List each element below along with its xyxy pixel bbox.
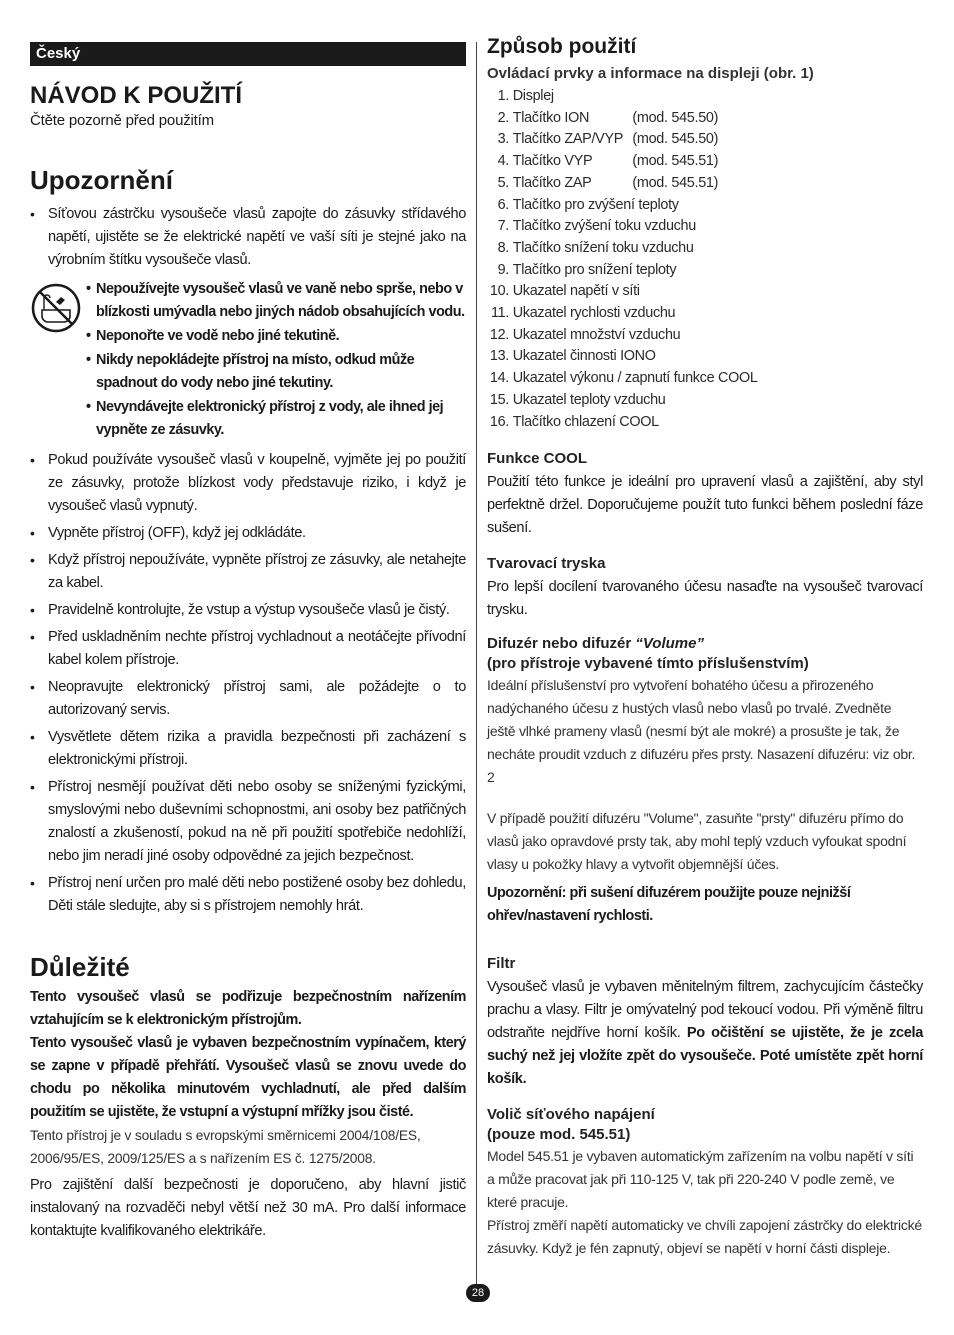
water-warning-item: • Neponořte ve vodě nebo jiné tekutině. xyxy=(30,325,466,348)
filter-text xyxy=(487,976,923,1091)
control-label: Ukazatel rychlosti vzduchu xyxy=(512,305,676,322)
safety-bullet: • Neopravujte elektronický přístroj sami, ale požádejte o to autorizovaný servis. xyxy=(30,676,466,722)
control-number: 4. xyxy=(497,153,509,170)
diffuser-volume-label: “Volume” xyxy=(635,635,704,653)
control-label: Ukazatel teploty vzduchu xyxy=(512,391,666,408)
important-heading: Důležité xyxy=(30,952,130,982)
control-item xyxy=(487,303,923,325)
control-item xyxy=(487,173,923,195)
nozzle-heading: Tvarovací tryska xyxy=(487,555,606,573)
safety-bullet: • Pravidelně kontrolujte, že vstup a výstup vysoušeče vlasů je čistý. xyxy=(30,599,466,622)
control-item xyxy=(487,368,923,390)
voltage-text-2: Přístroj změří napětí automaticky ve chvíli zapojení zástrčky do elektrické zásuvky. Když je fén zapnutý, objeví se napětí v horní části displeje. xyxy=(487,1217,922,1257)
controls-list xyxy=(487,86,923,433)
control-number: 3. xyxy=(497,131,509,148)
breaker-text: Pro zajištění další bezpečnosti je doporučeno, aby hlavní jistič instalovaný na rozvaděči nebyl větší než 30 mA. Pro další informace kontaktujte kvalifikovaného elektrikáře. xyxy=(30,1177,466,1239)
control-model: (mod. 545.51) xyxy=(632,153,719,170)
safety-bullet: • Přístroj nesmějí používat děti nebo osoby se sníženými fyzickými, smyslovými nebo duševními schopnostmi, ani osoby bez patřičných znalostí a zkušeností, pokud na ně při použití spotřebiče nedohlíží, nebo jim neradí jiné osoby odpovědné za jejich bezpečnost. xyxy=(30,776,466,868)
safety-bullet: • Vysvětlete dětem rizika a pravidla bezpečnosti při zacházení s elektronickými přístroji. xyxy=(30,726,466,772)
control-label: Tlačítko pro snížení teploty xyxy=(512,261,677,278)
control-item xyxy=(487,238,923,260)
diffuser-text-1: Ideální příslušenství pro vytvoření bohatého účesu a přirozeného nadýchaného účesu z hustých vlasů nebo vlasů po trvalé. Zvedněte ještě vlhké prameny vlasů (nesmí být ale mokré) a prosušte je tak, že necháte proudit vzduch z difuzéru přes prsty. Nasazení difuzéru: viz obr. 2 xyxy=(487,677,916,786)
control-label: Ukazatel množství vzduchu xyxy=(512,326,681,343)
water-warning-block xyxy=(30,278,466,443)
control-number: 5. xyxy=(497,174,509,191)
control-number: 12. xyxy=(489,326,509,343)
control-number: 7. xyxy=(497,218,509,235)
safety-bullet: • Když přístroj nepoužíváte, vypněte přístroj ze zásuvky, ale netahejte za kabel. xyxy=(30,549,466,595)
voltage-text-1: Model 545.51 je vybaven automatickým zařízením na volbu napětí v síti a může pracovat jak při 110-125 V, tak při 220-240 V podle země, ve které pracuje. xyxy=(487,1148,914,1211)
page-number: 28 xyxy=(466,1284,490,1302)
control-item xyxy=(487,151,923,173)
control-number: 6. xyxy=(497,196,509,213)
warning-list-top xyxy=(30,203,466,272)
important-paragraph-1: Tento vysoušeč vlasů se podřizuje bezpečnostním nařízením vztahujícím se k elektronickým přístrojům. xyxy=(30,989,466,1028)
control-model: (mod. 545.50) xyxy=(632,109,719,126)
filter-text-plain: Vysoušeč vlasů je vybaven měnitelným filtrem, zachycujícím částečky prachu a vlasy. Filtr je omývatelný pod tekoucí vodou. Při výměně filtru odstraňte nejdříve horní košík. xyxy=(487,979,923,1042)
cool-text: Použití této funkce je ideální pro upravení vlasů a zajištění, aby styl perfektně držel. Doporučujeme použít tuto funkci během poslední fáze sušení. xyxy=(487,474,923,537)
control-item xyxy=(487,216,923,238)
control-item xyxy=(487,260,923,282)
warning-bullet: • Síťovou zástrčku vysoušeče vlasů zapojte do zásuvky střídavého napětí, ujistěte se že elektrické napětí ve vaší síti je stejné jako na výrobním štítku vysoušeče vlasů. xyxy=(30,203,466,272)
safety-bullets xyxy=(30,449,466,918)
controls-heading: Ovládací prvky a informace na displeji (obr. 1) xyxy=(487,65,814,82)
control-label: Tlačítko pro zvýšení teploty xyxy=(512,196,679,213)
control-label: Ukazatel činnosti IONO xyxy=(512,348,656,365)
control-model: (mod. 545.50) xyxy=(632,131,719,148)
diffuser-heading xyxy=(487,634,923,674)
control-label: Ukazatel napětí v síti xyxy=(512,283,640,300)
control-number: 10. xyxy=(489,283,509,300)
control-label: Tlačítko snížení toku vzduchu xyxy=(512,239,694,256)
diffuser-heading-note: (pro přístroje vybavené tímto příslušenstvím) xyxy=(487,655,809,673)
voltage-heading-text: Volič síťového napájení xyxy=(487,1106,655,1124)
page-subtitle: Čtěte pozorně před použitím xyxy=(30,112,214,129)
safety-bullet: • Vypněte přístroj (OFF), když jej odkládáte. xyxy=(30,522,466,545)
control-label: Tlačítko ZAP/VYP xyxy=(512,131,624,148)
warning-heading: Upozornění xyxy=(30,165,173,195)
control-number: 1. xyxy=(497,88,509,104)
control-item xyxy=(487,390,923,412)
filter-heading: Filtr xyxy=(487,955,516,973)
water-warning-item: • Nikdy nepokládejte přístroj na místo, odkud může spadnout do vody nebo jiné tekutiny. xyxy=(30,349,466,395)
control-item xyxy=(487,325,923,347)
language-label: Český xyxy=(30,42,466,66)
important-paragraph-2: Tento vysoušeč vlasů je vybaven bezpečnostním vypínačem, který se zapne v případě přehřátí. Vysoušeč vlasů se znovu uvede do chodu po několika minutovém vychladnutí, ale před dalším použitím se ujistěte, že vstupní a výstupní mřížky jsou čisté. xyxy=(30,1035,466,1120)
control-item xyxy=(487,108,923,130)
right-column xyxy=(487,34,923,1260)
control-number: 11. xyxy=(490,305,509,322)
compliance-text: Tento přístroj je v souladu s evropskými směrnicemi 2004/108/ES, 2006/95/ES, 2009/125/ES a s nařízením ES č. 1275/2008. xyxy=(30,1128,421,1166)
voltage-heading xyxy=(487,1105,923,1145)
safety-bullet: • Přístroj není určen pro malé děti nebo postižené osoby bez dohledu, Děti stále sledujte, aby si s přístrojem nemohly hrát. xyxy=(30,872,466,918)
control-label: Tlačítko chlazení COOL xyxy=(512,413,659,430)
safety-bullet: • Před uskladněním nechte přístroj vychladnout a neotáčejte přívodní kabel kolem přístroje. xyxy=(30,626,466,672)
control-label: Tlačítko ZAP xyxy=(512,174,592,191)
control-number: 13. xyxy=(489,348,509,365)
control-number: 2. xyxy=(497,109,509,126)
left-column xyxy=(30,42,466,1243)
page-title: NÁVOD K POUŽITÍ xyxy=(30,82,243,109)
diffuser-heading-text: Difuzér nebo difuzér xyxy=(487,635,632,653)
water-warning-item: • Nevyndávejte elektronický přístroj z vody, ale ihned jej vypněte ze zásuvky. xyxy=(30,396,466,442)
cool-heading: Funkce COOL xyxy=(487,450,588,468)
voltage-heading-note: (pouze mod. 545.51) xyxy=(487,1126,631,1144)
control-label: Displej xyxy=(512,88,554,104)
control-number: 16. xyxy=(489,413,509,430)
control-number: 14. xyxy=(489,370,509,387)
control-number: 9. xyxy=(497,261,509,278)
control-label: Ukazatel výkonu / zapnutí funkce COOL xyxy=(512,370,758,387)
control-label: Tlačítko zvýšení toku vzduchu xyxy=(512,218,696,235)
control-item xyxy=(487,346,923,368)
filter-text-bold: Po očištění se ujistěte, že je zcela suchý než jej vložíte zpět do vysoušeče. Poté umístěte zpět horní košík. xyxy=(487,1025,923,1088)
column-divider xyxy=(476,42,477,1292)
safety-bullet: • Pokud používáte vysoušeč vlasů v koupelně, vyjměte jej po použití ze zásuvky, protože blízkost vody představuje riziko, i když je vysoušeč vlasů vypnutý. xyxy=(30,449,466,518)
control-number: 15. xyxy=(489,391,509,408)
control-item xyxy=(487,281,923,303)
control-label: Tlačítko ION xyxy=(512,109,590,126)
diffuser-text-2: V případě použití difuzéru "Volume", zasuňte "prsty" difuzéru přímo do vlasů jako opravdové prsty tak, aby mohl teplý vzduch vyfoukat spodní vlasy u pokožky hlavy a vytvořit objemnější účes. xyxy=(487,810,907,873)
diffuser-warning: Upozornění: při sušení difuzérem použijte pouze nejnižší ohřev/nastavení rychlosti. xyxy=(487,885,851,925)
control-item xyxy=(487,195,923,217)
control-item xyxy=(487,412,923,434)
nozzle-text: Pro lepší docílení tvarovaného účesu nasaďte na vysoušeč tvarovací trysku. xyxy=(487,579,923,619)
control-item xyxy=(487,86,923,108)
control-number: 8. xyxy=(497,239,509,256)
usage-title: Způsob použití xyxy=(487,35,637,58)
control-item xyxy=(487,129,923,151)
water-warning-list xyxy=(86,278,466,443)
control-label: Tlačítko VYP xyxy=(512,153,593,170)
control-model: (mod. 545.51) xyxy=(632,174,719,191)
water-warning-item: • Nepoužívejte vysoušeč vlasů ve vaně nebo sprše, nebo v blízkosti umývadla nebo jiných nádob obsahujících vodu. xyxy=(86,278,466,324)
